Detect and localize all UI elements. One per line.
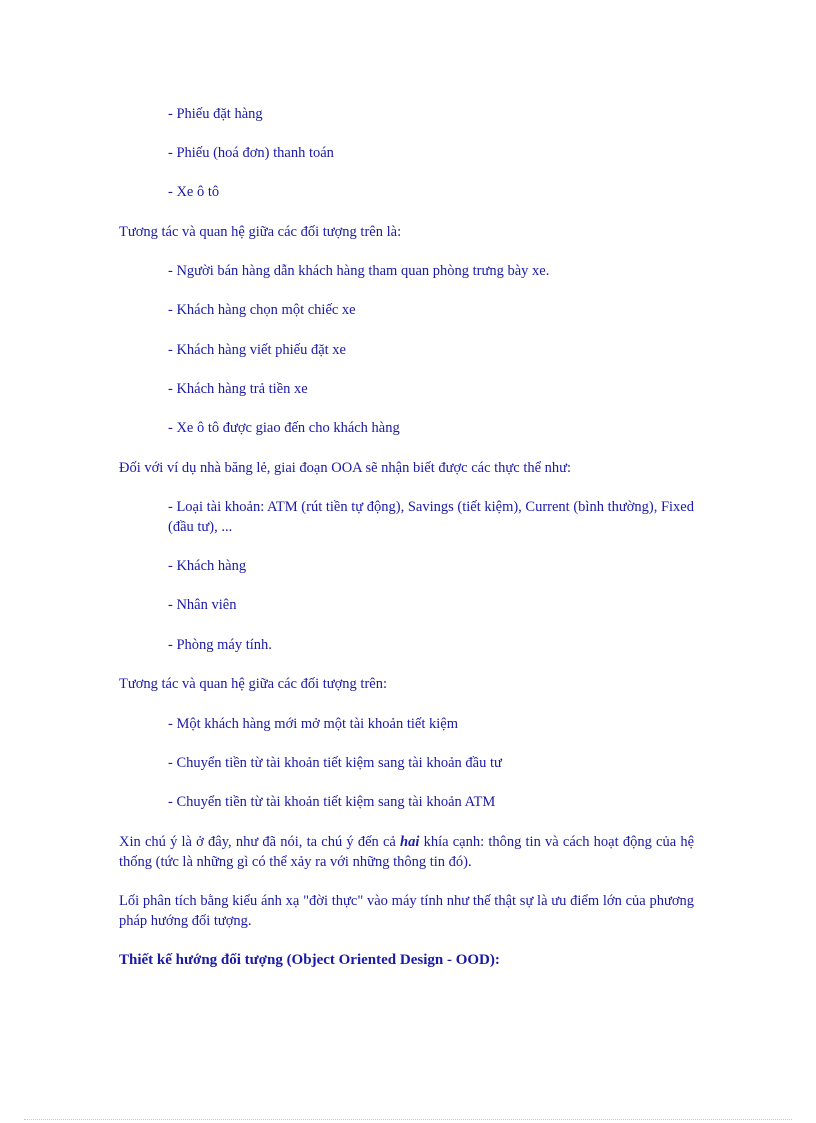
note-text-before: Xin chú ý là ở đây, như đã nói, ta chú ý đến cả — [119, 834, 401, 850]
list-item: - Nhân viên — [168, 597, 237, 613]
list-item: - Khách hàng trả tiền xe — [168, 381, 308, 397]
list-item: - Khách hàng viết phiếu đặt xe — [168, 342, 346, 358]
list-item: - Khách hàng — [168, 558, 247, 574]
list-item: - Chuyển tiền từ tài khoản tiết kiệm sang tài khoản ATM — [168, 794, 496, 810]
list-item: - Xe ô tô được giao đến cho khách hàng — [168, 420, 400, 436]
note-emphasis: hai — [400, 834, 420, 850]
note-text-after: khía cạnh: thông tin và cách hoạt động của hệ thống (tức là những gì có thể xảy ra với những thông tin đó). — [119, 834, 695, 870]
list-item: - Người bán hàng dẫn khách hàng tham quan phòng trưng bày xe. — [168, 263, 550, 279]
list-item: - Phòng máy tính. — [168, 637, 272, 653]
section-intro: Tương tác và quan hệ giữa các đối tượng trên: — [119, 676, 388, 692]
list-paragraph: - Loại tài khoản: ATM (rút tiền tự động), Savings (tiết kiệm), Current (bình thường), Fixed (đầu tư), ... — [168, 499, 694, 535]
section-intro: Tương tác và quan hệ giữa các đối tượng trên là: — [119, 224, 402, 240]
list-item: - Xe ô tô — [168, 184, 220, 200]
list-item: - Một khách hàng mới mở một tài khoản tiết kiệm — [168, 716, 458, 732]
closing-paragraph: Lối phân tích bằng kiểu ánh xạ "đời thực" vào máy tính như thế thật sự là ưu điểm lớn của phương pháp hướng đối tượng. — [119, 893, 694, 929]
list-item: - Chuyển tiền từ tài khoản tiết kiệm sang tài khoản đầu tư — [168, 755, 502, 771]
page-bottom-divider — [24, 1119, 792, 1120]
section-heading: Thiết kế hướng đối tượng (Object Oriented Design - OOD): — [119, 952, 500, 968]
section-intro: Đối với ví dụ nhà băng lẻ, giai đoạn OOA sẽ nhận biết được các thực thể như: — [119, 460, 572, 476]
list-item: - Khách hàng chọn một chiếc xe — [168, 302, 356, 318]
note-paragraph — [119, 832, 694, 872]
list-item: - Phiếu đặt hàng — [168, 106, 263, 122]
list-item: - Phiếu (hoá đơn) thanh toán — [168, 145, 334, 161]
